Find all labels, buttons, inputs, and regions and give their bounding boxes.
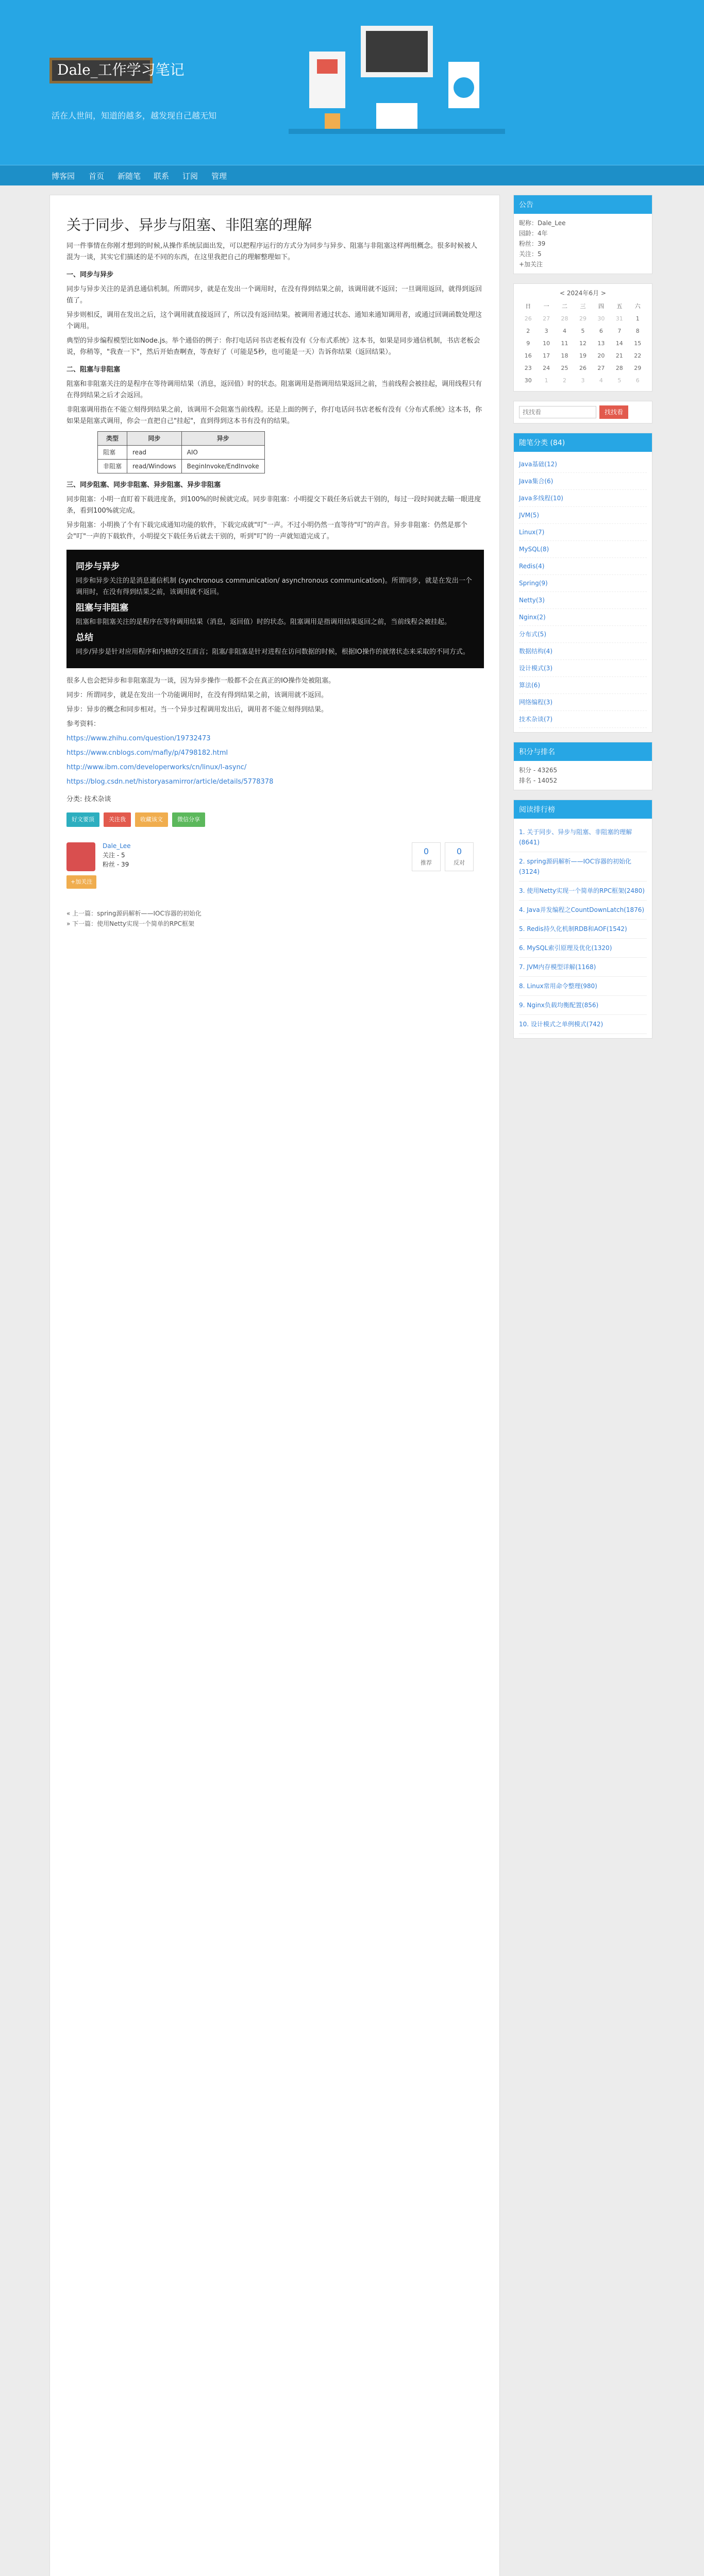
widget-title: 随笔分类 (84) — [514, 433, 652, 452]
paragraph: 阻塞和非阻塞关注的是程序在等待调用结果（消息，返回值）时的状态。阻塞调用是指调用结果返回之前，当前线程会被挂起，调用线程只有在得到结果之后才会返回。 — [66, 380, 482, 399]
calendar-day: 27 — [543, 315, 550, 322]
upvote-label: 推荐 — [421, 859, 432, 866]
ranking-link[interactable]: 7. JVM内存模型详解(1168) — [519, 963, 596, 971]
calendar-day: 23 — [524, 365, 532, 371]
author-fans-count: 粉丝 - 39 — [103, 861, 129, 868]
calendar-day: 18 — [561, 352, 568, 359]
reference-link[interactable]: http://www.ibm.com/developerworks/cn/linux/l-async/ — [66, 764, 247, 771]
calendar-day: 24 — [543, 365, 550, 371]
calendar-day: 1 — [544, 377, 548, 384]
notice-line[interactable]: 关注：5 — [519, 250, 542, 258]
ranking-list — [514, 819, 652, 1038]
list-item — [519, 901, 647, 920]
paragraph: 非阻塞调用指在不能立刻得到结果之前，该调用不会阻塞当前线程。还是上面的例子，你打电话问书店老板有没有《分布式系统》这本书，你如果是阻塞式调用，你会一直把自己"挂起"，直到得到这本书有没有的结果。 — [66, 406, 482, 425]
table-row — [98, 460, 265, 473]
search-input[interactable] — [519, 406, 596, 418]
table-cell: BeginInvoke/EndInvoke — [181, 460, 264, 473]
calendar-day: 7 — [617, 328, 622, 334]
category-link[interactable]: JVM(5) — [519, 507, 647, 524]
category-link[interactable]: 设计模式(3) — [519, 660, 647, 677]
notice-widget — [513, 195, 652, 274]
nav-item-admin[interactable]: 管理 — [211, 172, 227, 181]
ranking-link[interactable]: 9. Nginx负载均衡配置(856) — [519, 1002, 599, 1009]
list-item — [519, 996, 647, 1015]
site-title[interactable]: Dale_工作学习笔记 — [49, 58, 153, 83]
table-cell: 非阻塞 — [98, 460, 127, 473]
ranking-link[interactable]: 4. Java并发编程之CountDownLatch(1876) — [519, 906, 645, 913]
nav-item-subscribe[interactable]: 订阅 — [182, 172, 198, 181]
paragraph: 异步则相反，调用在发出之后，这个调用就直接返回了，所以没有返回结果。被调用者通过状态、通知来通知调用者，或通过回调函数处理这个调用。 — [66, 311, 482, 330]
calendar-day: 6 — [599, 328, 603, 334]
ranking-link[interactable]: 2. spring源码解析——IOC容器的初始化(3124) — [519, 858, 631, 875]
list-item — [519, 882, 647, 901]
calendar-body — [514, 284, 652, 391]
list-item — [519, 852, 647, 882]
category-link[interactable]: Netty(3) — [519, 592, 647, 609]
calendar-day: 6 — [635, 377, 640, 384]
list-item — [519, 958, 647, 977]
category-link[interactable]: 数据结构(4) — [519, 643, 647, 660]
paragraph: 异步阻塞：小明换了个有下载完成通知功能的软件，下载完成就"叮"一声。不过小明仍然一直等待"叮"的声音。异步非阻塞：仍然是那个会"叮"一声的下载软件，小明提交下载任务后就去干别的，听到"叮"的一声就知道完成了。 — [66, 521, 467, 540]
calendar-day: 3 — [581, 377, 585, 384]
calendar-day: 15 — [634, 340, 642, 347]
calendar-widget — [513, 283, 652, 392]
calendar-day: 30 — [597, 315, 605, 322]
digg-button[interactable]: 好文要顶 — [66, 812, 99, 827]
calendar-day: 31 — [615, 315, 623, 322]
paragraph: 同步与异步关注的是消息通信机制。所谓同步，就是在发出一个调用时，在没有得到结果之前，该调用就不返回；一旦调用返回，就得到返回值了。 — [66, 285, 482, 304]
list-item — [519, 823, 647, 852]
site-tagline: 活在人世间，知道的越多，越发现自己越无知 — [52, 111, 217, 121]
reference-link[interactable]: https://www.cnblogs.com/mafly/p/4798182.html — [66, 749, 228, 757]
calendar-day: 4 — [599, 377, 603, 384]
ranking-link[interactable]: 8. Linux常用命令整理(980) — [519, 982, 597, 990]
prev-post-link[interactable]: « 上一篇：spring源码解析——IOC容器的初始化 — [66, 910, 202, 917]
calendar-day: 5 — [581, 328, 585, 334]
vote-box — [412, 842, 474, 873]
notice-line[interactable]: 粉丝：39 — [519, 240, 546, 247]
list-item — [519, 939, 647, 958]
calendar-day: 21 — [615, 352, 623, 359]
table-header: 异步 — [181, 432, 264, 446]
next-post-link[interactable]: » 下一篇：使用Netty实现一个简单的RPC框架 — [66, 920, 194, 927]
avatar[interactable] — [66, 842, 95, 871]
weekday: 四 — [598, 303, 604, 310]
paragraph: 很多人也会把异步和非阻塞混为一谈，因为异步操作一般都不会在真正的IO操作处被阻塞。 — [66, 677, 336, 685]
calendar-day: 17 — [543, 352, 550, 359]
author-info — [103, 841, 131, 869]
calendar-day: 5 — [617, 377, 622, 384]
author-follow-count: 关注 - 5 — [103, 852, 125, 859]
calendar-table — [519, 300, 647, 387]
nav-item-new-post[interactable]: 新随笔 — [118, 172, 141, 181]
calendar-day: 16 — [524, 352, 532, 359]
paragraph: 同步阻塞：小明一直盯着下载进度条，到100%的时候就完成。同步非阻塞：小明提交下载任务后就去干别的，每过一段时间就去瞄一眼进度条，看到100%就完成。 — [66, 496, 481, 515]
calendar-day: 22 — [634, 352, 642, 359]
section-heading: 一、同步与异步 — [66, 271, 114, 279]
dark-heading: 同步与异步 — [76, 562, 120, 572]
category-link[interactable]: Spring(9) — [519, 575, 647, 592]
calendar-day: 26 — [524, 315, 532, 322]
author-box — [66, 837, 484, 904]
search-button[interactable]: 找找看 — [599, 405, 628, 419]
score-widget — [513, 742, 652, 790]
dark-heading: 总结 — [76, 633, 93, 643]
calendar-day: 3 — [544, 328, 548, 334]
nav-item-cnblogs[interactable]: 博客园 — [52, 172, 75, 181]
category-link[interactable]: MySQL(8) — [519, 541, 647, 558]
search-body — [514, 401, 652, 423]
nav-item-contact[interactable]: 联系 — [154, 172, 170, 181]
category-link[interactable]: Linux(7) — [519, 524, 647, 541]
post-navigation — [66, 908, 484, 929]
calendar-day: 14 — [615, 340, 623, 347]
bookmark-button[interactable]: 收藏该文 — [135, 812, 168, 827]
list-item — [519, 920, 647, 939]
category-link[interactable]: 分布式(5) — [519, 626, 647, 643]
table-cell: read/Windows — [127, 460, 182, 473]
dark-paragraph: 同步/异步是针对应用程序和内核的交互而言；阻塞/非阻塞是针对进程在访问数据的时候，根据IO操作的就绪状态来采取的不同方式。 — [76, 648, 470, 656]
post-title[interactable]: 关于同步、异步与阻塞、非阻塞的理解 — [66, 216, 312, 233]
calendar-day: 2 — [563, 377, 567, 384]
calendar-day: 29 — [579, 315, 586, 322]
notice-body — [514, 214, 652, 274]
paragraph: 异步：异步的概念和同步相对。当一个异步过程调用发出后，调用者不能立刻得到结果。 — [66, 706, 328, 714]
add-follow-button[interactable]: +加关注 — [66, 875, 96, 889]
table-header: 同步 — [127, 432, 182, 446]
post-container — [49, 195, 500, 2576]
widget-title: 公告 — [514, 195, 652, 214]
table-cell: read — [127, 446, 182, 460]
ranking-link[interactable]: 1. 关于同步、异步与阻塞、非阻塞的理解(8641) — [519, 828, 632, 846]
upvote-button[interactable] — [412, 842, 441, 871]
downvote-button[interactable] — [445, 842, 474, 871]
category-link[interactable]: 算法(6) — [519, 677, 647, 694]
paragraph: 典型的异步编程模型比如Node.js。举个通俗的例子：你打电话问书店老板有没有《分布式系统》这本书，如果是同步通信机制，书店老板会说，你稍等，"我查一下"，然后开始查啊查，等查好了（可能是5秒，也可能是一天）告诉你结果（返回结果）。 — [66, 337, 480, 356]
weekday: 六 — [634, 303, 641, 310]
section-heading: 三、同步阻塞、同步非阻塞、异步阻塞、异步非阻塞 — [66, 481, 221, 489]
notice-line: 园龄：4年 — [519, 230, 548, 237]
dark-paragraph: 阻塞和非阻塞关注的是程序在等待调用结果（消息，返回值）时的状态。阻塞调用是指调用结果返回之前，当前线程会被挂起。 — [76, 618, 451, 626]
ranking-link[interactable]: 6. MySQL索引原理及优化(1320) — [519, 944, 612, 952]
weekday: 一 — [543, 303, 549, 310]
category-link[interactable]: 技术杂谈(7) — [519, 711, 647, 728]
calendar-day: 11 — [561, 340, 568, 347]
paragraph: 同步：所谓同步，就是在发出一个功能调用时，在没有得到结果之前，该调用就不返回。 — [66, 691, 328, 699]
table-cell: AIO — [181, 446, 264, 460]
weekday: 三 — [580, 303, 586, 310]
calendar-day: 10 — [543, 340, 550, 347]
table-row — [98, 446, 265, 460]
calendar-day: 26 — [579, 365, 586, 371]
post-category[interactable]: 分类: 技术杂谈 — [66, 795, 111, 803]
table-cell: 阻塞 — [98, 446, 127, 460]
calendar-day: 28 — [615, 365, 623, 371]
calendar-day: 12 — [579, 340, 586, 347]
links-title: 参考资料： — [66, 720, 100, 728]
calendar-day: 27 — [597, 365, 605, 371]
reference-link[interactable]: https://www.zhihu.com/question/19732473 — [66, 735, 211, 742]
table-header: 类型 — [98, 432, 127, 446]
calendar-day: 9 — [526, 340, 530, 347]
reference-link[interactable]: https://blog.csdn.net/historyasamirror/article/details/5778378 — [66, 778, 274, 786]
list-item — [519, 1015, 647, 1034]
upvote-count: 0 — [423, 846, 429, 856]
top-nav — [0, 165, 704, 185]
calendar-day: 13 — [597, 340, 605, 347]
wechat-share-button[interactable]: 微信分享 — [172, 812, 205, 827]
score-line: 积分 - 43265 — [519, 767, 558, 774]
calendar-day: 19 — [579, 352, 586, 359]
category-list — [514, 452, 652, 732]
ranking-link[interactable]: 3. 使用Netty实现一个简单的RPC框架(2480) — [519, 887, 645, 894]
category-link[interactable]: 网络编程(3) — [519, 694, 647, 711]
rank-line: 排名 - 14052 — [519, 777, 558, 784]
follow-me-button[interactable]: 关注我 — [104, 812, 131, 827]
calendar-day: 28 — [561, 315, 568, 322]
author-name[interactable]: Dale_Lee — [103, 842, 131, 850]
category-widget — [513, 433, 652, 733]
category-link[interactable]: Java多线程(10) — [519, 490, 647, 507]
site-header — [0, 0, 704, 165]
notice-line[interactable]: +加关注 — [519, 261, 543, 268]
post-body — [66, 241, 484, 929]
calendar-caption[interactable]: < 2024年6月 > — [560, 290, 606, 297]
weekday: 五 — [616, 303, 623, 310]
calendar-day: 25 — [561, 365, 568, 371]
ranking-widget — [513, 800, 652, 1039]
desk-illustration — [289, 10, 505, 160]
category-link[interactable]: Nginx(2) — [519, 609, 647, 626]
weekday: 日 — [525, 303, 531, 310]
calendar-day: 1 — [635, 315, 640, 322]
sidebar — [513, 195, 652, 1048]
calendar-day: 4 — [563, 328, 567, 334]
calendar-day: 29 — [634, 365, 642, 371]
category-link[interactable]: Java集合(6) — [519, 473, 647, 490]
nav-item-home[interactable]: 首页 — [89, 172, 105, 181]
list-item — [519, 977, 647, 996]
downvote-count: 0 — [456, 846, 462, 856]
dark-heading: 阻塞与非阻塞 — [76, 603, 128, 613]
score-body — [514, 761, 652, 790]
downvote-label: 反对 — [454, 859, 465, 866]
calendar-day: 30 — [524, 377, 532, 384]
calendar-day: 8 — [635, 328, 640, 334]
weekday: 二 — [562, 303, 568, 310]
ranking-link[interactable]: 5. Redis持久化机制RDB和AOF(1542) — [519, 925, 627, 933]
calendar-day: 2 — [526, 328, 530, 334]
ranking-link[interactable]: 10. 设计模式之单例模式(742) — [519, 1021, 604, 1028]
search-box — [519, 405, 647, 419]
share-row — [66, 812, 484, 827]
widget-title: 积分与排名 — [514, 742, 652, 761]
category-link[interactable]: Java基础(12) — [519, 456, 647, 473]
post-intro: 同一件事情在你刚才想到的时候,从操作系统层面出发，可以把程序运行的方式分为同步与异步、阻塞与非阻塞这样两组概念。很多时候被人混为一谈，其实它们描述的是不同的东西，在这里我把自己的理解整理如下。 — [66, 242, 478, 261]
calendar-day: 20 — [597, 352, 605, 359]
search-widget — [513, 401, 652, 423]
dark-paragraph: 同步和异步关注的是消息通信机制 (synchronous communication/ asynchronous communication)。所谓同步，就是在发出一个调用时，在没有得到结果之前，该调用就不返回。 — [76, 577, 472, 596]
io-model-table — [97, 431, 265, 473]
summary-dark-block — [66, 550, 484, 668]
notice-line[interactable]: 昵称：Dale_Lee — [519, 219, 566, 227]
category-link[interactable]: Redis(4) — [519, 558, 647, 575]
reference-links — [66, 719, 484, 788]
widget-title: 阅读排行榜 — [514, 800, 652, 819]
section-heading: 二、阻塞与非阻塞 — [66, 366, 121, 374]
